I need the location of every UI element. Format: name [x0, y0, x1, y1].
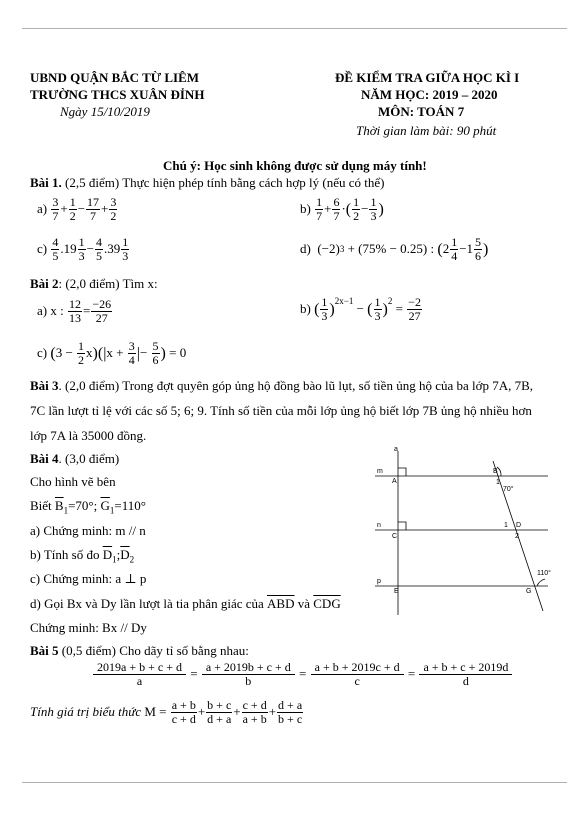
right-angle-C: [398, 522, 406, 530]
label-A: A: [392, 478, 397, 485]
top-rule: [22, 28, 567, 29]
bai3-line1: Bài 3. (2,0 điểm) Trong đợt quyên góp ủng hộ đồng bào lũ lụt, số tiền ủng hộ của ba lớp 7A, 7B,: [30, 378, 534, 393]
label-E: E: [394, 588, 399, 595]
bai5-ratios: $\frac{2019a + b + c + d}{a}$ = $\frac{a + 2019b + c + d}{b}$ = $\frac{a + b + 2019c + d}{c}$ = $\frac{a + b + c + 2019d}{d}$: [92, 661, 513, 687]
subject: MÔN: TOÁN 7: [378, 104, 465, 119]
label-a: a: [394, 446, 398, 453]
exam-title: ĐỀ KIỂM TRA GIỮA HỌC KÌ I: [335, 70, 520, 85]
label-C: C: [392, 533, 398, 540]
bai2-a: a) x : $\frac{12}{13}$ = $\frac{-26}{27}$: [37, 297, 112, 325]
label-70: 70°: [503, 486, 514, 493]
label-G: G: [526, 588, 532, 595]
right-angle-A: [398, 468, 406, 476]
bai4-line6: d) Gọi Bx và Dy lần lượt là tia phân giác của $\overline{ABD}$ và $\overline{CDG}$: [30, 596, 341, 611]
label-1-d: 1: [504, 522, 508, 529]
label-n: n: [377, 522, 381, 529]
label-B: B: [493, 468, 498, 475]
bai5-heading: Bài 5 (0,5 điểm) Cho dãy tỉ số bằng nhau:: [30, 643, 249, 658]
label-2: 2: [515, 533, 519, 540]
bai1-a: a) $\frac{3}{7}$ + $\frac{1}{2}$ − $\frac{17}{7}$ + $\frac{3}{2}$: [37, 195, 117, 223]
bai3-line3: lớp 7A là 35000 đồng.: [30, 428, 147, 443]
exam-date: Ngày 15/10/2019: [60, 104, 150, 119]
bai2-c: c) ( 3 − $\frac{1}{2}$ x ) ( | x + $\frac{3}{4}$ | − $\frac{5}{6}$ ) = 0: [37, 339, 187, 367]
bai1-b: b) $\frac{1}{7}$ + $\frac{6}{7}$ · ( $\frac{1}{2}$ − $\frac{1}{3}$ ): [300, 195, 384, 223]
bai1-heading: Bài 1. (2,5 điểm) Thực hiện phép tính bằng cách hợp lý (nếu có thể): [30, 175, 385, 190]
bai4-line4: b) Tính số đo $\overline{D}_1;\overline{D}_2$: [30, 547, 135, 565]
bai1-c: c) $\frac{4}{5}$ .19 $\frac{1}{3}$ − $\frac{4}{5}$ .39 $\frac{1}{3}$: [37, 235, 129, 263]
note: Chú ý: Học sinh không được sử dụng máy tính!: [163, 158, 427, 173]
district-name: UBND QUẬN BẮC TỪ LIÊM: [30, 70, 200, 85]
bai4-line2: Biết $\overline{B}_1=70^\circ$; $\overline{G}_1=110^\circ$: [30, 498, 146, 516]
school-year: NĂM HỌC: 2019 – 2020: [361, 87, 498, 102]
bai5-expression: Tính giá trị biểu thức M = $\frac{a + b}{c + d}$ + $\frac{b + c}{d + a}$ + $\frac{c + d}{a + b}$ + $\frac{d + a}{b + c}$: [30, 698, 303, 726]
label-p: p: [377, 578, 381, 585]
school-name: TRƯỜNG THCS XUÂN ĐỈNH: [30, 87, 205, 102]
bai2-b: b) ( $\frac{1}{3}$ ) $^{2x-1}$ − ( $\frac{1}{3}$ ) $^2$ = $\frac{-2}{27}$: [300, 295, 421, 323]
label-D: D: [516, 522, 522, 529]
bai2-heading: Bài 2: (2,0 điểm) Tìm x:: [30, 276, 158, 291]
label-m: m: [377, 468, 383, 475]
geometry-figure: [370, 443, 560, 621]
bai4-line7: Chứng minh: Bx // Dy: [30, 620, 147, 635]
label-1-b: 1: [496, 479, 500, 486]
bai4-line5: c) Chứng minh: a ⊥ p: [30, 571, 147, 586]
label-110: 110°: [537, 570, 551, 577]
duration: Thời gian làm bài: 90 phút: [356, 123, 497, 138]
bottom-rule: [22, 782, 567, 783]
bai3-line2: 7C lần lượt tỉ lệ với các số 5; 6; 9. Tính số tiền của mỗi lớp ủng hộ biết lớp 7B ủng hộ nhiều hơn: [30, 403, 532, 418]
bai1-d: d) (−2) 3 + (75% − 0.25) : ( 2 $\frac{1}{4}$ −1 $\frac{5}{6}$ ): [300, 235, 489, 263]
bai4-line3: a) Chứng minh: m // n: [30, 523, 146, 538]
bai4-line1: Cho hình vẽ bên: [30, 474, 116, 489]
bai4-heading: Bài 4. (3,0 điểm): [30, 451, 120, 466]
